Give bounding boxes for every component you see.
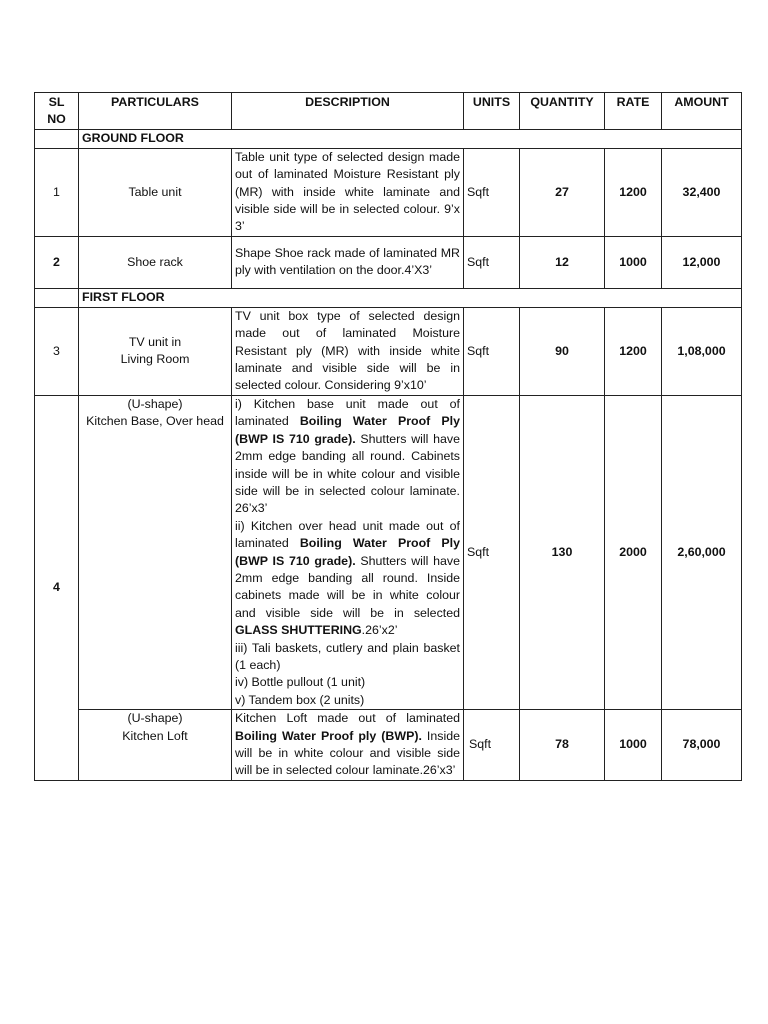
description-cell — [232, 395, 464, 709]
amount-cell: 12,000 — [662, 236, 742, 288]
rate-cell: 1200 — [605, 307, 662, 395]
table-row — [35, 307, 742, 395]
section-title-first-floor: FIRST FLOOR — [79, 288, 742, 307]
particulars-cell — [79, 395, 232, 709]
header-description: DESCRIPTION — [232, 93, 464, 130]
table-row — [35, 148, 742, 236]
quantity-cell: 130 — [520, 395, 605, 709]
units-cell: Sqft — [464, 710, 520, 781]
units-cell: Sqft — [464, 148, 520, 236]
amount-cell: 2,60,000 — [662, 395, 742, 709]
units-cell: Sqft — [464, 307, 520, 395]
units-cell: Sqft — [464, 395, 520, 709]
table-row — [35, 236, 742, 288]
description-cell: Shape Shoe rack made of laminated MR ply with ventilation on the door.4’X3’ — [232, 236, 464, 288]
rate-cell: 1000 — [605, 710, 662, 781]
section-row-first-floor — [35, 288, 742, 307]
particulars-line: Kitchen Base, Over head — [86, 414, 224, 429]
quantity-cell: 90 — [520, 307, 605, 395]
quantity-cell: 27 — [520, 148, 605, 236]
section-blank-cell — [35, 288, 79, 307]
header-row — [35, 93, 742, 130]
particulars-line: (U-shape) — [127, 396, 183, 411]
section-row-ground-floor — [35, 129, 742, 148]
sl-no-cell: 2 — [35, 236, 79, 288]
quotation-table — [34, 92, 742, 781]
particulars-line: Living Room — [120, 352, 190, 367]
description-cell: Kitchen Loft made out of laminated Boiling Water Proof ply (BWP). Inside will be in white colour and visible side will be in selected colour laminate.26’x3’ — [232, 710, 464, 781]
sl-no-cell: 3 — [35, 307, 79, 395]
sl-no-cell: 1 — [35, 148, 79, 236]
rate-cell: 1200 — [605, 148, 662, 236]
particulars-cell: Table unit — [79, 148, 232, 236]
section-title-ground-floor: GROUND FLOOR — [79, 129, 742, 148]
description-cell: Table unit type of selected design made out of laminated Moisture Resistant ply (MR) with inside white laminate and visible side will be in selected colour. 9’x 3’ — [232, 148, 464, 236]
description-item-iii: iii) Tali baskets, cutlery and plain basket (1 each) — [235, 640, 460, 672]
table-row — [35, 710, 742, 781]
header-units: UNITS — [464, 93, 520, 130]
rate-cell: 2000 — [605, 395, 662, 709]
description-item-i: i) Kitchen base unit made out of laminated Boiling Water Proof Ply (BWP IS 710 grade). Shutters will have 2mm edge banding all round. Cabinets inside will be in white colour and visible side will be in selected colour laminate. 26’x3’ — [235, 396, 460, 516]
header-quantity: QUANTITY — [520, 93, 605, 130]
header-rate: RATE — [605, 93, 662, 130]
amount-cell: 78,000 — [662, 710, 742, 781]
description-item-iv: iv) Bottle pullout (1 unit) — [235, 675, 366, 690]
quantity-cell: 78 — [520, 710, 605, 781]
particulars-cell: Shoe rack — [79, 236, 232, 288]
rate-cell: 1000 — [605, 236, 662, 288]
description-cell: TV unit box type of selected design made out of laminated Moisture Resistant ply (MR) with inside white laminate and visible side will be in selected colour. Considering 9’x10’ — [232, 307, 464, 395]
header-sl-no: SL NO — [35, 93, 79, 130]
particulars-line: Kitchen Loft — [122, 728, 188, 743]
units-cell: Sqft — [464, 236, 520, 288]
particulars-line: (U-shape) — [127, 711, 183, 726]
particulars-line: TV unit in — [128, 334, 182, 349]
table-row — [35, 395, 742, 709]
description-item-ii: ii) Kitchen over head unit made out of laminated Boiling Water Proof Ply (BWP IS 710 grade). Shutters will have 2mm edge banding all round. Inside cabinets made will be in white colour and visible side will be in selected GLASS SHUTTERING.26’x2’ — [235, 518, 460, 638]
amount-cell: 32,400 — [662, 148, 742, 236]
header-particulars: PARTICULARS — [79, 93, 232, 130]
amount-cell: 1,08,000 — [662, 307, 742, 395]
sl-no-cell: 4 — [35, 395, 79, 780]
description-item-v: v) Tandem box (2 units) — [235, 692, 365, 707]
header-amount: AMOUNT — [662, 93, 742, 130]
quantity-cell: 12 — [520, 236, 605, 288]
section-blank-cell — [35, 129, 79, 148]
particulars-cell — [79, 307, 232, 395]
particulars-cell — [79, 710, 232, 781]
